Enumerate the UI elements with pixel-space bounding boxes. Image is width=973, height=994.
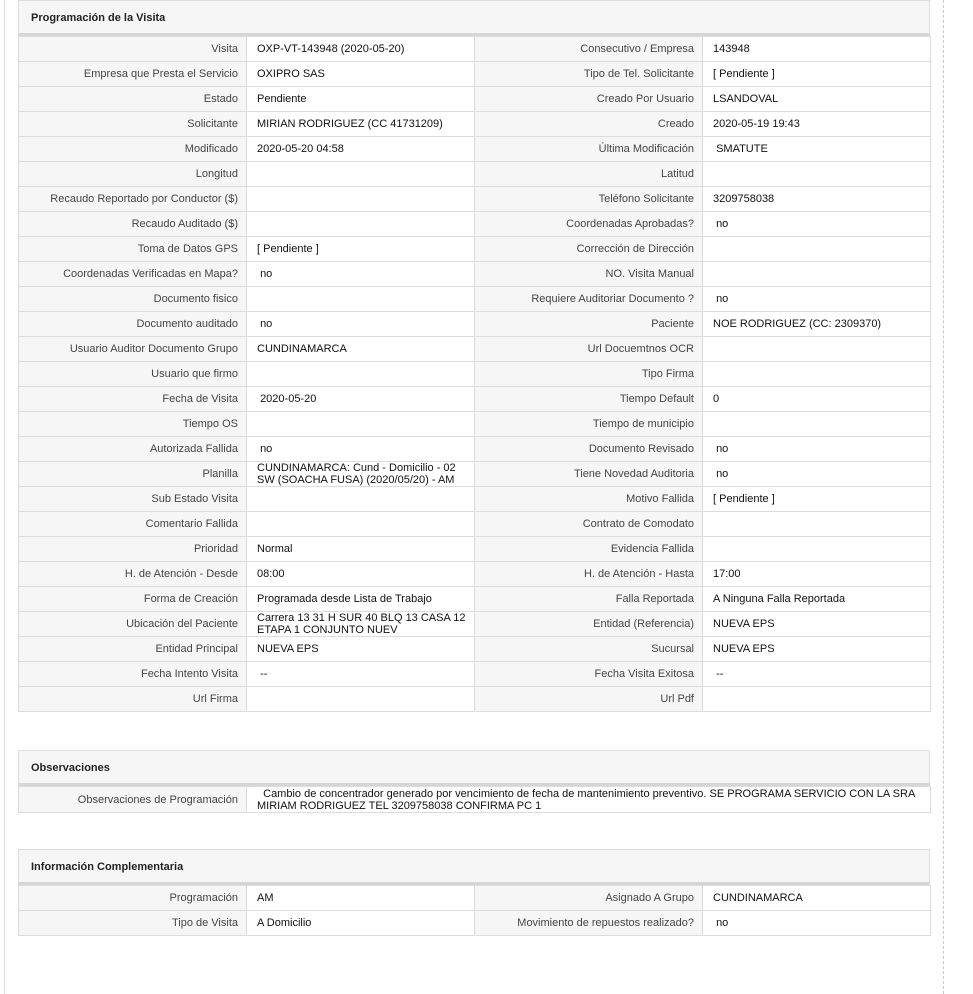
programacion-section [18,0,930,712]
field-label: Tiempo Default [475,387,703,412]
field-value: A Ninguna Falla Reportada [703,587,931,612]
table-row [19,537,931,562]
table-row [19,262,931,287]
field-label: Falla Reportada [475,587,703,612]
table-row [19,162,931,187]
field-label: Sub Estado Visita [19,487,247,512]
field-label: Tiene Novedad Auditoria [475,462,703,487]
field-label: Sucursal [475,637,703,662]
field-value: SMATUTE [703,137,931,162]
table-row [19,237,931,262]
field-label: Tiempo de municipio [475,412,703,437]
field-value: no [247,312,475,337]
table-row [19,87,931,112]
field-label: Coordenadas Aprobadas? [475,212,703,237]
field-value: 3209758038 [703,187,931,212]
table-row [19,212,931,237]
table-row [19,911,931,936]
field-value: Normal [247,537,475,562]
field-label: Corrección de Dirección [475,237,703,262]
table-row [19,362,931,387]
table-row [19,437,931,462]
field-value: CUNDINAMARCA: Cund - Domicilio - 02 SW (SOACHA FUSA) (2020/05/20) - AM [247,462,475,487]
field-label: Visita [19,37,247,62]
field-label: Recaudo Auditado ($) [19,212,247,237]
field-label: Documento fisico [19,287,247,312]
field-label: Observaciones de Programación [19,787,247,813]
table-row [19,487,931,512]
field-value: no [703,462,931,487]
field-value: no [703,437,931,462]
field-value: 2020-05-20 04:58 [247,137,475,162]
field-label: Coordenadas Verificadas en Mapa? [19,262,247,287]
field-value [247,512,475,537]
observaciones-section [18,750,930,813]
table-row [19,612,931,637]
field-value [703,537,931,562]
field-label: Fecha de Visita [19,387,247,412]
field-value: 08:00 [247,562,475,587]
field-value [247,187,475,212]
field-label: Entidad Principal [19,637,247,662]
field-label: Forma de Creación [19,587,247,612]
field-label: Entidad (Referencia) [475,612,703,637]
field-value: CUNDINAMARCA [247,337,475,362]
field-value: no [703,212,931,237]
field-label: Url Docuemtnos OCR [475,337,703,362]
field-value [703,412,931,437]
field-label: Longitud [19,162,247,187]
field-label: Evidencia Fallida [475,537,703,562]
field-label: Url Firma [19,687,247,712]
field-value: no [703,911,931,936]
field-label: Fecha Intento Visita [19,662,247,687]
field-label: Url Pdf [475,687,703,712]
table-row [19,512,931,537]
field-label: Documento Revisado [475,437,703,462]
field-value: 17:00 [703,562,931,587]
field-value: [ Pendiente ] [703,62,931,87]
field-value [247,487,475,512]
field-label: Tipo de Tel. Solicitante [475,62,703,87]
field-value: [ Pendiente ] [247,237,475,262]
field-label: Usuario que firmo [19,362,247,387]
field-label: Comentario Fallida [19,512,247,537]
field-label: Requiere Auditoriar Documento ? [475,287,703,312]
observaciones-table [18,786,931,813]
field-value: LSANDOVAL [703,87,931,112]
field-value [247,362,475,387]
field-label: Recaudo Reportado por Conductor ($) [19,187,247,212]
observaciones-value: Cambio de concentrador generado por vencimiento de fecha de mantenimiento preventivo. SE PROGRAMA SERVICIO CON LA SRA MIRIAM RODRIGUEZ TEL 3209758038 CONFIRMA PC 1 [247,787,931,813]
field-value [703,337,931,362]
field-value [703,237,931,262]
table-row [19,587,931,612]
field-label: Solicitante [19,112,247,137]
field-label: Tipo Firma [475,362,703,387]
field-label: Programación [19,886,247,911]
table-row [19,412,931,437]
table-row [19,687,931,712]
field-label: Fecha Visita Exitosa [475,662,703,687]
field-value [703,262,931,287]
field-label: Estado [19,87,247,112]
field-value [247,687,475,712]
field-label: NO. Visita Manual [475,262,703,287]
table-row [19,37,931,62]
field-label: Contrato de Comodato [475,512,703,537]
field-label: Creado Por Usuario [475,87,703,112]
field-label: Prioridad [19,537,247,562]
field-value: Pendiente [247,87,475,112]
field-value [703,687,931,712]
table-row [19,562,931,587]
field-value: 2020-05-19 19:43 [703,112,931,137]
field-value [703,162,931,187]
field-value: no [247,262,475,287]
field-value: 143948 [703,37,931,62]
field-value: 2020-05-20 [247,387,475,412]
field-label: Teléfono Solicitante [475,187,703,212]
field-value: OXP-VT-143948 (2020-05-20) [247,37,475,62]
field-label: Motivo Fallida [475,487,703,512]
field-label: Paciente [475,312,703,337]
field-value: AM [247,886,475,911]
table-row [19,462,931,487]
field-label: Modificado [19,137,247,162]
table-row [19,662,931,687]
programacion-table [18,36,931,712]
table-row [19,137,931,162]
field-value: A Domicilio [247,911,475,936]
field-label: Movimiento de repuestos realizado? [475,911,703,936]
table-row [19,637,931,662]
field-label: Asignado A Grupo [475,886,703,911]
field-value [703,362,931,387]
field-label: H. de Atención - Desde [19,562,247,587]
table-row [19,112,931,137]
observaciones-section-title: Observaciones [18,750,930,786]
field-label: Planilla [19,462,247,487]
field-label: Usuario Auditor Documento Grupo [19,337,247,362]
table-row [19,387,931,412]
table-row [19,187,931,212]
table-row [19,886,931,911]
field-label: Última Modificación [475,137,703,162]
field-value [247,287,475,312]
table-row [19,787,931,813]
field-value: 0 [703,387,931,412]
table-row [19,312,931,337]
page-left-border [4,0,5,994]
complementaria-section-title: Información Complementaria [18,849,930,885]
field-value: -- [247,662,475,687]
field-value: NUEVA EPS [703,612,931,637]
field-value: Carrera 13 31 H SUR 40 BLQ 13 CASA 12 ETAPA 1 CONJUNTO NUEV [247,612,475,637]
field-value: NOE RODRIGUEZ (CC: 2309370) [703,312,931,337]
field-label: Ubicación del Paciente [19,612,247,637]
field-label: Tiempo OS [19,412,247,437]
field-value [247,212,475,237]
field-value: no [703,287,931,312]
table-row [19,337,931,362]
field-value [247,162,475,187]
field-value: CUNDINAMARCA [703,886,931,911]
complementaria-section [18,849,930,936]
field-label: H. de Atención - Hasta [475,562,703,587]
field-value: OXIPRO SAS [247,62,475,87]
programacion-section-title: Programación de la Visita [18,0,930,36]
field-value: NUEVA EPS [703,637,931,662]
field-label: Consecutivo / Empresa [475,37,703,62]
page-right-dashed-border [943,0,944,994]
table-row [19,287,931,312]
field-label: Documento auditado [19,312,247,337]
table-row [19,62,931,87]
field-value: -- [703,662,931,687]
field-label: Creado [475,112,703,137]
field-label: Empresa que Presta el Servicio [19,62,247,87]
field-label: Autorizada Fallida [19,437,247,462]
field-value: no [247,437,475,462]
field-value: MIRIAN RODRIGUEZ (CC 41731209) [247,112,475,137]
field-value: NUEVA EPS [247,637,475,662]
complementaria-table [18,885,931,936]
field-value [703,512,931,537]
field-value: Programada desde Lista de Trabajo [247,587,475,612]
field-value [247,412,475,437]
field-label: Latitud [475,162,703,187]
field-value: [ Pendiente ] [703,487,931,512]
field-label: Toma de Datos GPS [19,237,247,262]
field-label: Tipo de Visita [19,911,247,936]
